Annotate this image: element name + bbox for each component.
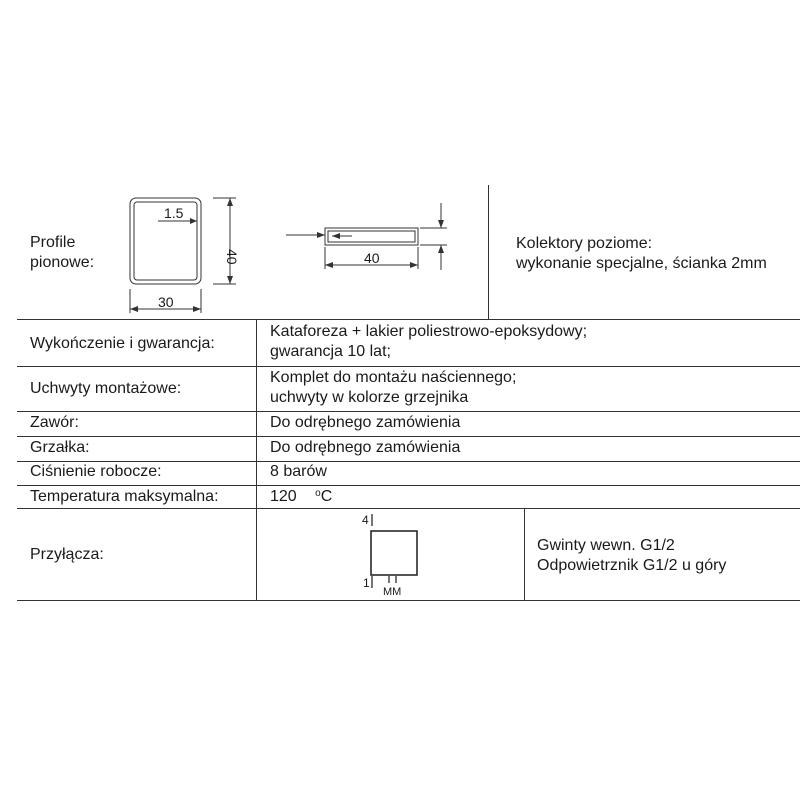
table-row-label: Temperatura maksymalna: (30, 488, 219, 505)
table-row-value-line2: gwarancja 10 lat; (270, 343, 391, 360)
connections-text-line2: Odpowietrznik G1/2 u góry (537, 557, 727, 574)
table-row-value (270, 322, 587, 362)
connection-bottom-right-label: MM (383, 586, 402, 598)
table-border-3 (17, 436, 800, 437)
table-border-1 (17, 366, 800, 367)
temperature-number: 120 (270, 488, 297, 505)
connections-text-line1: Gwinty wewn. G1/2 (537, 537, 675, 554)
table-row-value (270, 487, 332, 509)
table-column-divider (256, 319, 257, 600)
table-border-top (17, 319, 800, 320)
table-border-6 (17, 508, 800, 509)
table-row-label: Uchwyty montażowe: (30, 380, 182, 397)
table-row-value-line1: Kataforeza + lakier poliestrowo-epoksydowy; (270, 323, 588, 340)
table-border-2 (17, 411, 800, 412)
table-row-label: Ciśnienie robocze: (30, 463, 162, 480)
table-row-value-line1: Komplet do montażu naściennego; (270, 369, 517, 386)
connections-text (537, 536, 726, 576)
temperature-unit: C (320, 488, 333, 505)
table-row-value: Do odrębnego zamówienia (270, 414, 461, 431)
table-row-value-line2: uchwyty w kolorze grzejnika (270, 389, 469, 406)
table-row-value: 8 barów (270, 463, 327, 480)
vertical-profile-drawing (118, 185, 248, 320)
profiles-label (30, 233, 94, 273)
connection-bottom-left-number: 1 (363, 576, 370, 590)
connection-top-number: 4 (362, 513, 369, 527)
dim-height-text: 40 (224, 249, 240, 265)
table-row-label: Grzałka: (30, 439, 90, 456)
connections-label: Przyłącza: (30, 546, 104, 563)
table-row-label: Wykończenie i gwarancja: (30, 335, 215, 352)
connections-divider (524, 508, 525, 600)
collectors-text (516, 234, 767, 274)
top-divider (488, 185, 489, 319)
profiles-label-line1: Profile (30, 234, 76, 251)
table-row-value (270, 368, 516, 408)
horizontal-collector-drawing (280, 195, 460, 275)
collectors-line1: Kolektory poziome: (516, 235, 653, 252)
table-row-value: Do odrębnego zamówienia (270, 439, 461, 456)
table-border-5 (17, 485, 800, 486)
table-border-bottom (17, 600, 800, 601)
dim-collector-width-text: 40 (364, 250, 380, 266)
table-row-label: Zawór: (30, 414, 79, 431)
collectors-line2: wykonanie specjalne, ścianka 2mm (516, 255, 767, 272)
dim-wall-text: 1.5 (164, 205, 184, 221)
profiles-label-line2: pionowe: (30, 254, 95, 271)
dim-width-text: 30 (158, 294, 174, 310)
connections-diagram (350, 510, 440, 598)
temperature-degree: o (315, 488, 321, 499)
